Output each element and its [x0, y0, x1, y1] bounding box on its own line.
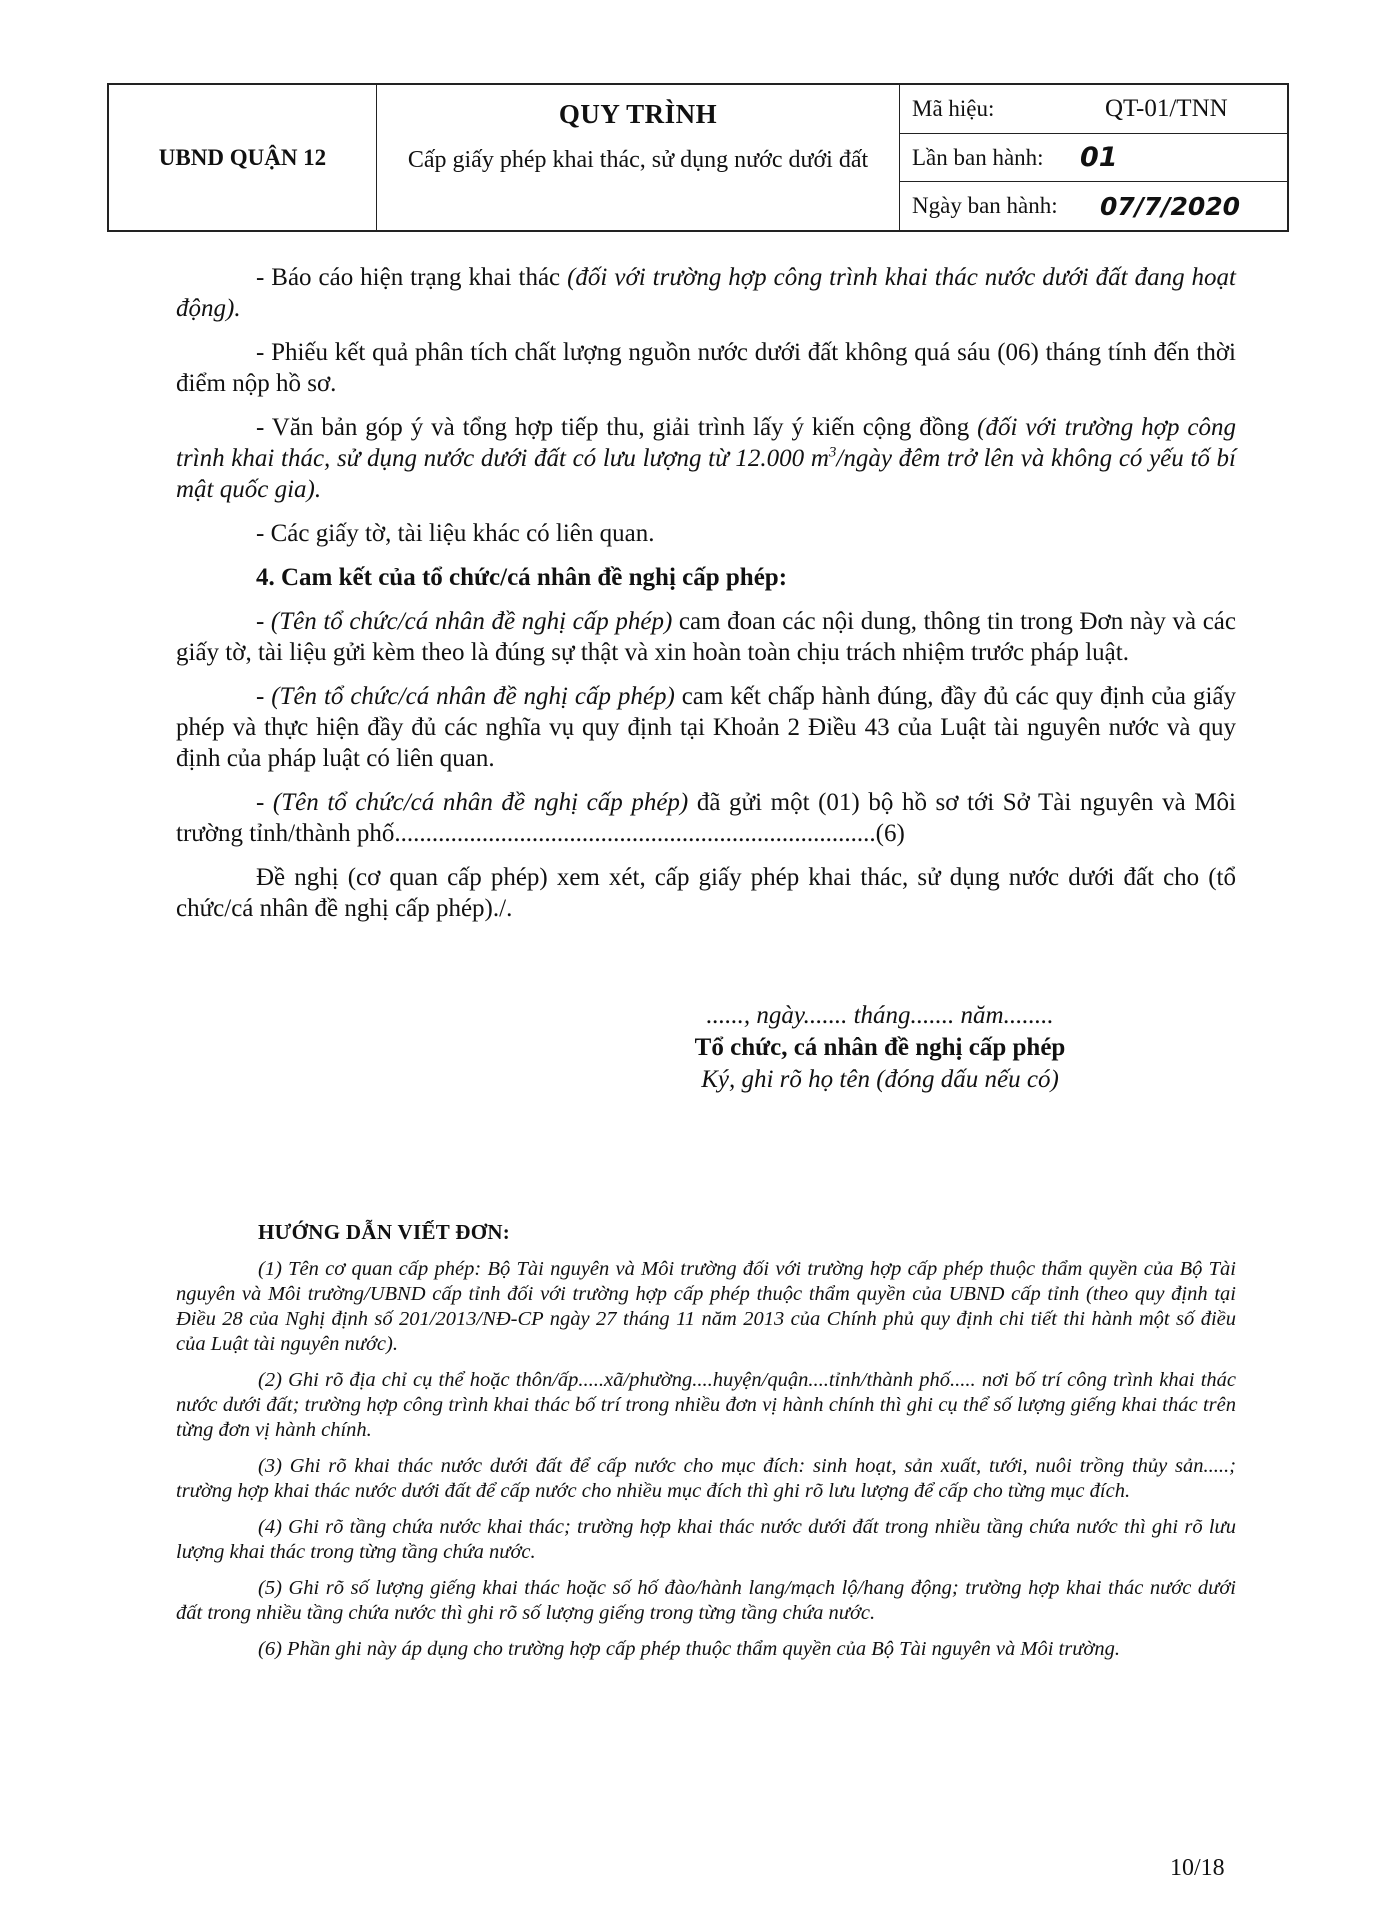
p6-italic: (Tên tổ chức/cá nhân đề nghị cấp phép): [271, 683, 675, 710]
p1-italic: (đối với trường hợp công trình khai thác nước dưới đất đang hoạt động).: [176, 264, 1236, 322]
date-label: Ngày ban hành:: [912, 193, 1058, 219]
code-label: Mã hiệu:: [912, 95, 995, 121]
procedure-subtitle: Cấp giấy phép khai thác, sử dụng nước dưới đất: [407, 147, 869, 173]
procedure-title: QUY TRÌNH: [558, 99, 718, 129]
paragraph-4: - Các giấy tờ, tài liệu khác có liên quan.: [256, 520, 655, 547]
page-number: 10/18: [1170, 1855, 1225, 1881]
issue-row: [900, 134, 1287, 183]
guide-heading: HƯỚNG DẪN VIẾT ĐƠN:: [258, 1220, 511, 1244]
p6-dash: -: [256, 683, 272, 710]
code-value: QT-01/TNN: [1105, 94, 1228, 122]
paragraph-7: [176, 787, 1236, 849]
guide-note-4: (4) Ghi rõ tầng chứa nước khai thác; trường hợp khai thác nước dưới đất trong nhiều tầng chứa nước thì ghi rõ lưu lượng khai thác trong từng tầng chứa nước.: [176, 1516, 1236, 1563]
p3-superscript: 3: [828, 444, 837, 461]
issue-label: Lần ban hành:: [912, 144, 1044, 170]
guide-note-1: (1) Tên cơ quan cấp phép: Bộ Tài nguyên và Môi trường đối với trường hợp cấp phép thuộc thẩm quyền của Bộ Tài nguyên và Môi trường/UBND cấp tỉnh đối với trường hợp cấp phép thuộc thẩm quyền của UBND cấp tỉnh (theo quy định tại Điều 28 của Nghị định số 201/2013/NĐ-CP ngày 27 tháng 11 năm 2013 của Chính phủ quy định chi tiết thi hành một số điều của Luật tài nguyên nước).: [176, 1258, 1236, 1355]
header-meta-cell: [900, 85, 1287, 230]
section-heading: 4. Cam kết của tổ chức/cá nhân đề nghị cấp phép:: [256, 564, 788, 591]
p7-italic: (Tên tổ chức/cá nhân đề nghị cấp phép): [272, 789, 689, 816]
p7-dash: -: [256, 789, 273, 816]
date-value: 07/7/2020: [1100, 191, 1241, 221]
issue-value: 01: [1080, 142, 1118, 173]
paragraph-1: [176, 262, 1236, 324]
guide-note-6: (6) Phần ghi này áp dụng cho trường hợp cấp phép thuộc thẩm quyền của Bộ Tài nguyên và Môi trường.: [258, 1638, 1120, 1660]
header-table: [107, 83, 1289, 232]
body-text: [176, 262, 1236, 937]
guide-note-5: (5) Ghi rõ số lượng giếng khai thác hoặc số hố đào/hành lang/mạch lộ/hang động; trường hợp khai thác nước dưới đất trong nhiều tầng chứa nước thì ghi rõ số lượng giếng trong từng tầng chứa nước.: [176, 1577, 1236, 1624]
header-title-cell: [377, 85, 900, 230]
signature-date-line: ......, ngày....... tháng....... năm........: [706, 1002, 1054, 1029]
signature-title: Tổ chức, cá nhân đề nghị cấp phép: [694, 1034, 1066, 1061]
signature-note: Ký, ghi rõ họ tên (đóng dấu nếu có): [701, 1066, 1059, 1093]
p1-text: - Báo cáo hiện trạng khai thác: [256, 264, 568, 291]
paragraph-5: [176, 606, 1236, 668]
p5-text: cam đoan các nội dung, thông tin trong Đơn này và các giấy tờ, tài liệu gửi kèm theo là đúng sự thật và xin hoàn toàn chịu trách nhiệm trước pháp luật.: [176, 608, 1236, 666]
paragraph-6: [176, 681, 1236, 774]
guide-section: [176, 1220, 1236, 1673]
p3-text: - Văn bản góp ý và tổng hợp tiếp thu, giải trình lấy ý kiến cộng đồng: [256, 414, 978, 441]
org-name: UBND QUẬN 12: [158, 144, 327, 170]
p6-text: cam kết chấp hành đúng, đầy đủ các quy định của giấy phép và thực hiện đầy đủ các nghĩa vụ quy định tại Khoản 2 Điều 43 của Luật tài nguyên nước và quy định của pháp luật có liên quan.: [176, 683, 1236, 772]
paragraph-2: - Phiếu kết quả phân tích chất lượng nguồn nước dưới đất không quá sáu (06) tháng tính đến thời điểm nộp hồ sơ.: [176, 339, 1236, 397]
guide-note-2: (2) Ghi rõ địa chỉ cụ thể hoặc thôn/ấp.....xã/phường....huyện/quận....tỉnh/thành phố..... nơi bố trí công trình khai thác nước dưới đất; trường hợp công trình khai thác bố trí trong nhiều đơn vị hành chính thì ghi cụ thể số lượng giếng khai thác trên từng đơn vị hành chính.: [176, 1369, 1236, 1441]
date-row: [900, 182, 1287, 230]
p5-italic: (Tên tổ chức/cá nhân đề nghị cấp phép): [270, 608, 673, 635]
paragraph-8: Đề nghị (cơ quan cấp phép) xem xét, cấp giấy phép khai thác, sử dụng nước dưới đất cho (tổ chức/cá nhân đề nghị cấp phép)./.: [176, 864, 1236, 922]
code-row: [900, 85, 1287, 134]
paragraph-3: [176, 412, 1236, 505]
guide-note-3: (3) Ghi rõ khai thác nước dưới đất để cấp nước cho mục đích: sinh hoạt, sản xuất, tưới, nuôi trồng thủy sản.....; trường hợp khai thác nước dưới đất để cấp nước cho nhiều mục đích thì ghi rõ lưu lượng để cấp cho từng mục đích.: [176, 1455, 1236, 1502]
p7-text: đã gửi một (01) bộ hồ sơ tới Sở Tài nguyên và Môi trường tỉnh/thành phố.............................................................................(6): [176, 789, 1236, 847]
p3-italic: (đối với trường hợp công trình khai thác, sử dụng nước dưới đất có lưu lượng từ 12.000 m: [176, 414, 1236, 472]
p3-italic-end: /ngày đêm trở lên và không có yếu tố bí mật quốc gia).: [176, 445, 1236, 503]
header-org-cell: [109, 85, 377, 230]
signature-block: [620, 1000, 1140, 1096]
p5-dash: -: [256, 608, 271, 635]
